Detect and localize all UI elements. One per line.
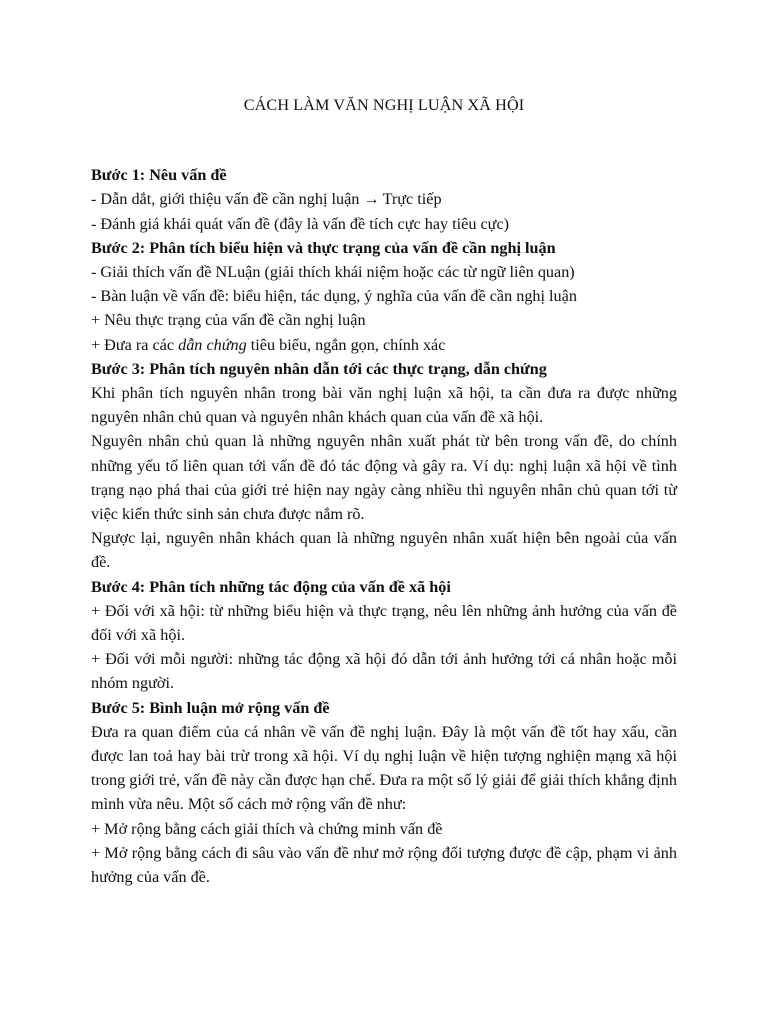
step-5-paragraph-3: + Mở rộng bằng cách đi sâu vào vấn đề như mở rộng đối tượng được đề cập, phạm vi ảnh hưởng của vấn đề. (91, 843, 677, 887)
step-2-line-2: - Bàn luận về vấn đề: biểu hiện, tác dụng, ý nghĩa của vấn đề cần nghị luận (91, 287, 577, 306)
step-5-paragraph-1: Đưa ra quan điểm của cá nhân về vấn đề nghị luận. Đây là một vấn đề tốt hay xấu, cần được lan toả hay bài trừ trong xã hội. Ví dụ nghị luận về hiện tượng nghiện mạng xã hội trong giới trẻ, vấn đề này cần được hạn chế. Đưa ra một số lý giải để giải thích khẳng định mình vừa nêu. Một số cách mở rộng vấn đề như: (91, 722, 677, 814)
document-title: CÁCH LÀM VĂN NGHỊ LUẬN XÃ HỘI (243, 96, 525, 114)
step-5-heading: Bước 5: Bình luận mở rộng vấn đề (91, 698, 330, 717)
step-1-heading: Bước 1: Nêu vấn đề (91, 166, 227, 185)
step-4-paragraph-1: + Đối với xã hội: từ những biểu hiện và thực trạng, nêu lên những ảnh hưởng của vấn đề đối với xã hội. (91, 601, 677, 645)
step-3-heading: Bước 3: Phân tích nguyên nhân dẫn tới các thực trạng, dẫn chứng (91, 359, 547, 378)
step-2-line-3: + Nêu thực trạng của vấn đề cần nghị luận (91, 311, 366, 330)
step-1-line-2: - Đánh giá khái quát vấn đề (đây là vấn đề tích cực hay tiêu cực) (91, 214, 510, 233)
step-2-heading: Bước 2: Phân tích biểu hiện và thực trạng của vấn đề cần nghị luận (91, 238, 556, 257)
step-2-line-4-rest: tiêu biểu, ngắn gọn, chính xác (246, 335, 446, 354)
step-2-line-4-text: + Đưa ra các (91, 335, 179, 354)
step-2-line-4-italic: dẫn chứng (178, 335, 247, 354)
step-3-paragraph-2: Nguyên nhân chủ quan là những nguyên nhân xuất phát từ bên trong vấn đề, do chính những yếu tố liên quan tới vấn đề đó tác động và gây ra. Ví dụ: nghị luận xã hội về tình trạng nạo phá thai của giới trẻ hiện nay ngày càng nhiều thì nguyên nhân chủ quan tới từ việc kiến thức sinh sản chưa được nắm rõ. (91, 432, 677, 524)
step-2-line-1: - Giải thích vấn đề NLuận (giải thích khái niệm hoặc các từ ngữ liên quan) (91, 263, 575, 282)
step-4-heading: Bước 4: Phân tích những tác động của vấn đề xã hội (91, 577, 451, 596)
document-page (91, 93, 677, 889)
arrow-right-icon: → (363, 190, 380, 209)
step-5-paragraph-2: + Mở rộng bằng cách giải thích và chứng minh vấn đề (91, 819, 443, 838)
step-1-line-1-result: Trực tiếp (382, 190, 442, 209)
step-3-paragraph-1: Khi phân tích nguyên nhân trong bài văn nghị luận xã hội, ta cần đưa ra được những nguyên nhân chủ quan và nguyên nhân khách quan của vấn đề xã hội. (91, 384, 677, 427)
step-5-section (91, 696, 677, 890)
step-2-line-4 (91, 333, 677, 357)
step-4-section (91, 575, 677, 696)
step-2-section (91, 236, 677, 357)
step-1-line-1 (91, 187, 677, 211)
step-4-paragraph-2: + Đối với mỗi người: những tác động xã hội đó dẫn tới ảnh hưởng tới cá nhân hoặc mỗi nhóm người. (91, 650, 677, 693)
step-1-line-1-text: - Dẫn dắt, giới thiệu vấn đề cần nghị luận (91, 190, 360, 209)
step-1-section (91, 163, 677, 236)
step-3-paragraph-3: Ngược lại, nguyên nhân khách quan là những nguyên nhân xuất hiện bên ngoài của vấn đề. (91, 529, 677, 572)
step-3-section (91, 357, 677, 575)
